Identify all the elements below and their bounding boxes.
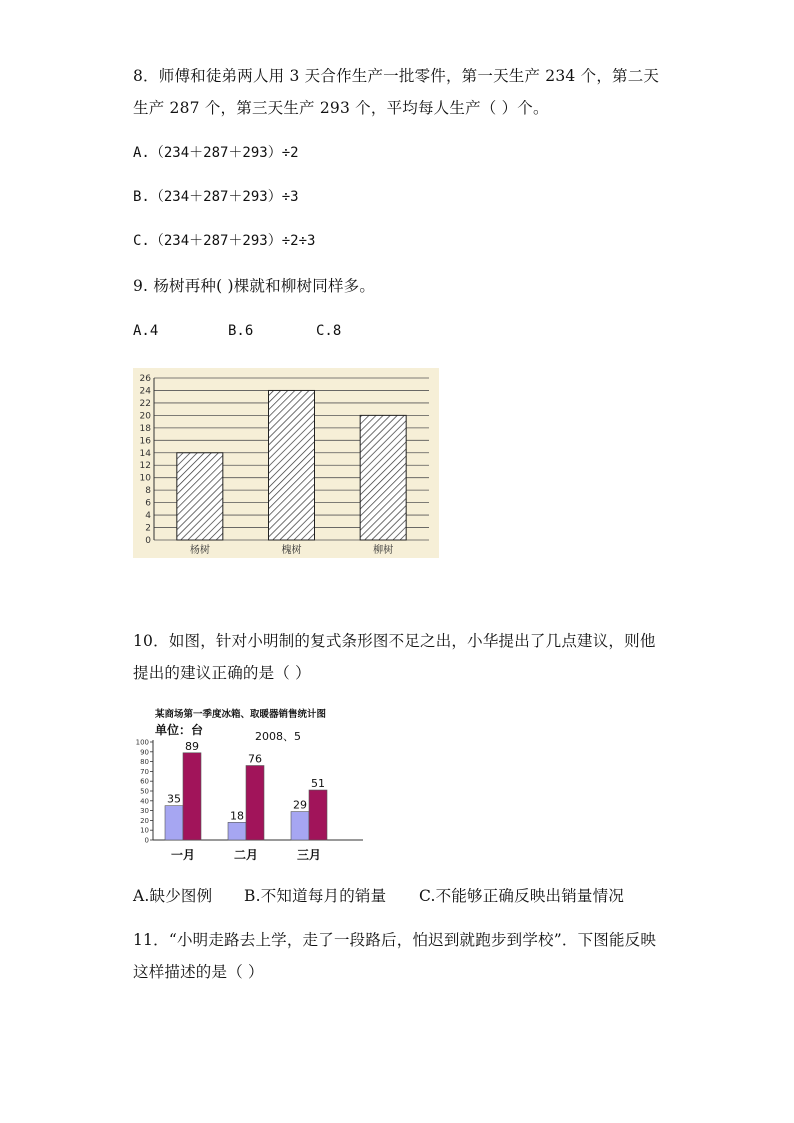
y-tick-label: 12 <box>139 461 151 472</box>
y-tick-label: 20 <box>140 816 149 825</box>
y-tick-label: 40 <box>140 797 149 806</box>
data-label: 18 <box>230 809 244 823</box>
y-tick-label: 60 <box>140 777 149 786</box>
y-tick-label: 14 <box>139 448 151 459</box>
data-label: 35 <box>167 792 181 806</box>
q10-line1: 10．如图，针对小明制的复式条形图不足之出，小华提出了几点建议，则他 <box>133 632 656 650</box>
x-category-label: 一月 <box>170 848 196 862</box>
data-label: 89 <box>185 739 199 753</box>
q8-line2: 生产 287 个，第三天生产 293 个，平均每人生产（ ）个。 <box>133 99 549 117</box>
y-tick-label: 70 <box>140 767 149 776</box>
q9-option-b: B.6 <box>228 323 254 339</box>
unit-label: 单位：台 <box>155 723 204 737</box>
x-category-label: 三月 <box>296 848 322 862</box>
q10-option-b: B.不知道每月的销量 <box>244 887 387 905</box>
y-tick-label: 80 <box>140 758 149 767</box>
tree-bar-chart-svg <box>133 368 439 558</box>
bar-1 <box>177 453 223 540</box>
q8-option-b: B.（234＋287＋293）÷3 <box>133 189 299 205</box>
bar-1-1 <box>165 806 183 840</box>
chart-title: 某商场第一季度冰箱、取暖器销售统计图 <box>155 709 327 720</box>
q11-line1: 11．“小明走路去上学，走了一段路后，怕迟到就跑步到学校”．下图能反映 <box>133 931 657 949</box>
q8-line1: 8．师傅和徒弟两人用 3 天合作生产一批零件，第一天生产 234 个，第二天 <box>133 67 660 85</box>
data-label: 76 <box>248 752 262 766</box>
q10-option-a: A.缺少图例 <box>133 887 213 905</box>
tree-bar-chart <box>133 368 439 558</box>
y-tick-label: 10 <box>139 473 151 484</box>
sales-bar-chart <box>133 703 368 868</box>
bar-1-2 <box>228 822 246 840</box>
y-tick-label: 0 <box>144 836 149 845</box>
q9-line1: 9. 杨树再种( )棵就和柳树同样多。 <box>133 277 376 295</box>
q9-option-a: A.4 <box>133 323 159 339</box>
bar-2-2 <box>246 766 264 840</box>
y-tick-label: 0 <box>145 536 151 546</box>
x-category-label: 二月 <box>233 848 259 862</box>
q8-option-a: A.（234＋287＋293）÷2 <box>133 145 299 161</box>
q11-line2: 这样描述的是（ ） <box>133 963 264 981</box>
y-tick-label: 24 <box>139 386 151 397</box>
y-tick-label: 18 <box>139 423 151 434</box>
y-tick-label: 16 <box>139 436 151 447</box>
y-tick-label: 2 <box>145 523 151 534</box>
data-label: 29 <box>293 798 307 812</box>
y-tick-label: 50 <box>140 787 149 796</box>
q9-option-c: C.8 <box>316 323 342 339</box>
x-category-label: 槐树 <box>281 545 302 556</box>
y-tick-label: 4 <box>145 511 151 522</box>
y-tick-label: 30 <box>140 807 149 816</box>
bar-1-3 <box>291 812 309 840</box>
y-tick-label: 26 <box>139 374 151 384</box>
y-tick-label: 10 <box>140 826 149 835</box>
date-label: 2008、5 <box>255 730 301 743</box>
x-category-label: 柳树 <box>373 545 394 556</box>
y-tick-label: 22 <box>139 398 151 409</box>
q8-option-c: C.（234＋287＋293）÷2÷3 <box>133 233 316 249</box>
y-tick-label: 100 <box>135 738 149 747</box>
bar-2 <box>269 390 315 540</box>
bar-2-1 <box>183 753 201 840</box>
y-tick-label: 8 <box>145 486 151 497</box>
q10-option-c: C.不能够正确反映出销量情况 <box>419 887 625 905</box>
y-tick-label: 20 <box>139 411 151 422</box>
y-tick-label: 90 <box>140 748 149 757</box>
data-label: 51 <box>311 777 325 791</box>
x-category-label: 杨树 <box>189 545 210 556</box>
bar-3 <box>360 415 406 540</box>
sales-bar-chart-svg <box>133 703 368 868</box>
q10-line2: 提出的建议正确的是（ ） <box>133 664 311 682</box>
y-tick-label: 6 <box>145 498 151 509</box>
bar-2-3 <box>309 790 327 840</box>
